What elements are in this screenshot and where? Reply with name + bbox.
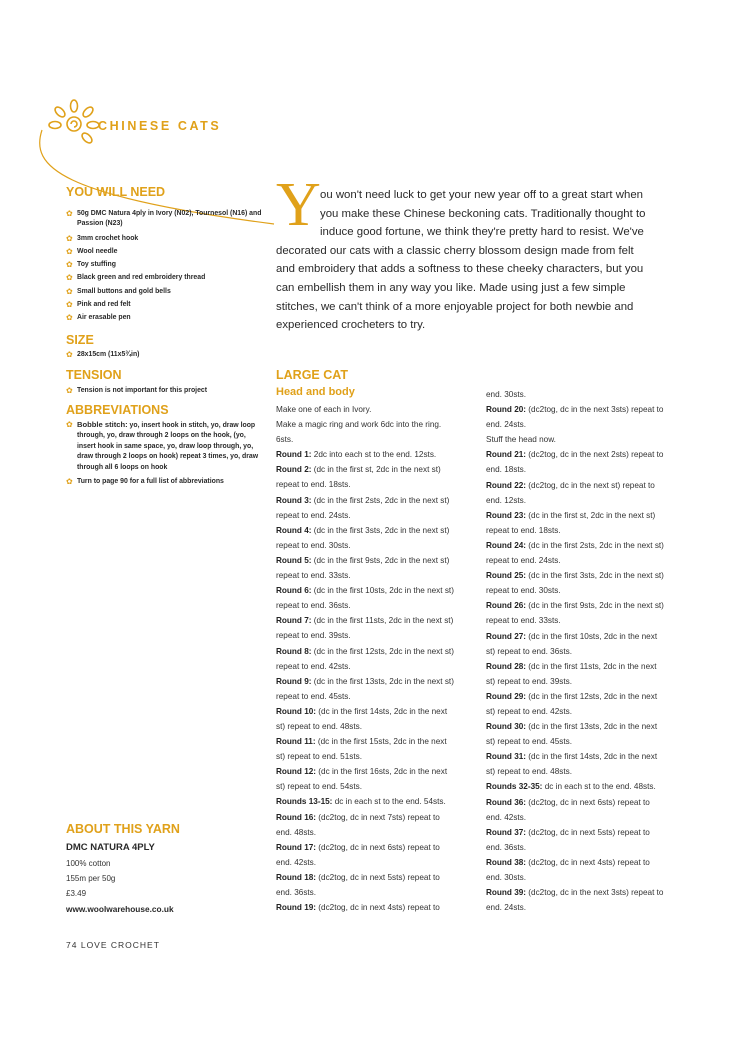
round-text: (dc in the first 2sts, 2dc in the next st) — [311, 495, 450, 505]
pattern-line — [276, 432, 476, 447]
pattern-line — [486, 478, 686, 493]
intro-line: decorated our cats with a classic cherry blossom design made from felt — [276, 244, 634, 257]
round-text: (dc in the first 9sts, 2dc in the next st) — [311, 555, 450, 565]
round-text: dc in each st to the end. 54sts. — [332, 797, 446, 807]
round-text: end. 30sts. — [486, 873, 527, 882]
round-text: (dc in the first 11sts, 2dc in the next — [526, 661, 657, 671]
round-text: end. 36sts. — [486, 842, 527, 852]
list-item: ✿ Tension is not important for this project — [66, 384, 266, 397]
star-bullet-icon: ✿ — [66, 260, 73, 270]
pattern-line — [276, 598, 476, 613]
round-text: (dc in the first 9sts, 2dc in the next st) — [526, 601, 664, 611]
star-bullet-icon: ✿ — [66, 247, 73, 257]
pattern-line — [276, 779, 476, 794]
pattern-line — [486, 719, 686, 734]
round-text: dc in each st to the end. 48sts. — [542, 782, 656, 792]
round-text: (dc in the first st, 2dc in the next st) — [311, 465, 441, 475]
pattern-line — [276, 613, 476, 628]
round-text: st) repeat to end. 54sts. — [276, 782, 363, 792]
round-label: Round 11: — [276, 737, 316, 747]
pattern-line — [276, 402, 476, 417]
page-footer — [66, 940, 160, 950]
pattern-line — [486, 795, 686, 810]
star-bullet-icon: ✿ — [66, 313, 73, 323]
magazine-name: LOVE CROCHET — [80, 940, 160, 950]
pattern-line — [486, 508, 686, 523]
round-label: Round 4: — [276, 525, 312, 535]
round-text: st) repeat to end. 51sts. — [276, 752, 363, 762]
pattern-line — [276, 900, 476, 915]
round-text: st) repeat to end. 42sts. — [486, 706, 573, 716]
pattern-line — [276, 855, 476, 870]
round-text: st) repeat to end. 48sts. — [276, 721, 363, 731]
round-label: Round 10: — [276, 706, 317, 716]
list-item: ✿ 3mm crochet hook — [66, 232, 266, 245]
size-list — [66, 348, 266, 361]
star-bullet-icon: ✿ — [66, 273, 73, 283]
pattern-line — [276, 583, 476, 598]
pattern-line — [486, 870, 686, 885]
materials-list — [66, 209, 266, 324]
pattern-line — [276, 628, 476, 643]
yarn-length: 155m per 50g — [66, 874, 116, 883]
pattern-line — [276, 885, 476, 900]
round-text: end. 18sts. — [486, 465, 527, 475]
round-text: end. 42sts. — [486, 812, 527, 822]
round-text: repeat to end. 18sts. — [486, 525, 561, 535]
tension-list — [66, 384, 266, 397]
star-bullet-icon: ✿ — [66, 386, 73, 395]
round-text: end. 24sts. — [486, 420, 527, 430]
round-label: Round 36: — [486, 797, 527, 807]
round-label: Round 1: — [276, 450, 312, 460]
round-text: repeat to end. 42sts. — [276, 661, 351, 671]
round-label: Round 27: — [486, 631, 527, 641]
round-text: Make one of each in Ivory. — [276, 405, 372, 414]
pattern-line — [276, 704, 476, 719]
pattern-line — [486, 387, 686, 402]
pattern-line — [486, 417, 686, 432]
pattern-heading: LARGE CAT — [276, 368, 348, 382]
pattern-line — [276, 508, 476, 523]
round-label: Round 19: — [276, 903, 317, 913]
round-text: (dc in the first 3sts, 2dc in the next st) — [311, 525, 450, 535]
yarn-name: DMC NATURA 4PLY — [66, 842, 155, 853]
pattern-line — [486, 568, 686, 583]
pattern-line — [276, 870, 476, 885]
intro-line: can embellish them in any way you like. Made using just a few simple — [276, 281, 626, 294]
round-text: Make a magic ring and work 6dc into the ring. — [276, 420, 442, 430]
intro-line: you make these Chinese beckoning cats. Traditionally thought to — [320, 207, 646, 220]
round-text: repeat to end. 24sts. — [276, 510, 351, 520]
pattern-line — [486, 523, 686, 538]
list-item: ✿ Turn to page 90 for a full list of abbreviations — [66, 475, 266, 488]
abbreviations-heading: ABBREVIATIONS — [66, 403, 169, 417]
yarn-fibre: 100% cotton — [66, 859, 111, 868]
pattern-line — [486, 674, 686, 689]
round-text: (dc in the first 14sts, 2dc in the next — [526, 752, 658, 762]
pattern-line — [486, 734, 686, 749]
pattern-line — [276, 568, 476, 583]
pattern-line — [486, 447, 686, 462]
round-text: (dc2tog, dc in the next 3sts) repeat to — [526, 405, 664, 415]
pattern-line — [486, 689, 686, 704]
round-text: end. 42sts. — [276, 857, 317, 867]
round-text: 2dc into each st to the end. 12sts. — [311, 450, 437, 460]
round-label: Round 12: — [276, 767, 317, 777]
pattern-line — [486, 704, 686, 719]
list-item: ✿ Small buttons and gold bells — [66, 285, 266, 298]
round-text: (dc2tog, dc in the next 3sts) repeat to — [526, 888, 664, 898]
round-text: st) repeat to end. 45sts. — [486, 737, 573, 747]
round-label: Round 31: — [486, 752, 527, 762]
pattern-line — [486, 598, 686, 613]
pattern-line — [486, 779, 686, 794]
round-text: (dc in the first 11sts, 2dc in the next st) — [311, 616, 454, 626]
round-text: (dc in the first 14sts, 2dc in the next — [316, 706, 448, 716]
round-text: repeat to end. 36sts. — [276, 601, 351, 611]
intro-paragraph — [276, 186, 708, 335]
pattern-line — [276, 689, 476, 704]
round-text: end. 36sts. — [276, 888, 317, 897]
round-text: (dc2tog, dc in the next 2sts) repeat to — [526, 450, 664, 460]
round-text: st) repeat to end. 48sts. — [486, 767, 573, 777]
round-text: (dc in the first 10sts, 2dc in the next — [526, 631, 658, 641]
round-label: Round 23: — [486, 510, 527, 520]
pattern-line — [486, 764, 686, 779]
intro-line: induce good fortune, we think they're pretty hard to resist. We've — [320, 226, 644, 239]
about-yarn-heading: ABOUT THIS YARN — [66, 822, 180, 836]
pattern-line — [276, 674, 476, 689]
round-text: end. 12sts. — [486, 495, 527, 505]
pattern-line — [486, 432, 686, 447]
pattern-line — [276, 477, 476, 492]
pattern-line — [276, 447, 476, 462]
star-bullet-icon: ✿ — [66, 286, 73, 296]
round-text: (dc in the first 3sts, 2dc in the next st) — [526, 571, 664, 581]
round-label: Round 2: — [276, 465, 312, 475]
round-label: Round 25: — [486, 571, 527, 581]
pattern-line — [486, 553, 686, 568]
yarn-url-link[interactable]: www.woolwarehouse.co.uk — [66, 904, 174, 914]
round-label: Round 16: — [276, 812, 317, 822]
pattern-line — [276, 417, 476, 432]
drop-cap: Y — [276, 171, 321, 239]
pattern-line — [276, 644, 476, 659]
pattern-line — [486, 810, 686, 825]
round-text: (dc in the first 13sts, 2dc in the next st) — [311, 676, 454, 686]
star-bullet-icon: ✿ — [66, 477, 73, 487]
size-heading: SIZE — [66, 333, 94, 347]
round-text: (dc in the first 12sts, 2dc in the next st) — [311, 646, 454, 656]
pattern-line — [276, 840, 476, 855]
pattern-line — [276, 462, 476, 477]
round-text: (dc2tog, dc in next 5sts) repeat to — [526, 827, 650, 837]
star-bullet-icon: ✿ — [66, 350, 73, 359]
round-text: st) repeat to end. 36sts. — [486, 646, 573, 656]
star-bullet-icon: ✿ — [66, 299, 73, 309]
round-text: (dc in the first st, 2dc in the next st) — [526, 510, 656, 520]
pattern-line — [486, 538, 686, 553]
round-label: Round 21: — [486, 450, 527, 460]
round-text: end. 30sts. — [486, 390, 527, 399]
pattern-line — [276, 659, 476, 674]
round-text: (dc in the first 16sts, 2dc in the next — [316, 767, 448, 777]
round-label: Round 22: — [486, 480, 527, 490]
round-text: repeat to end. 45sts. — [276, 691, 351, 701]
round-text: repeat to end. 24sts. — [486, 556, 561, 566]
round-label: Round 17: — [276, 842, 317, 852]
round-text: 6sts. — [276, 435, 294, 445]
list-item: ✿ Pink and red felt — [66, 298, 266, 311]
pattern-line — [486, 749, 686, 764]
list-item: ✿ Bobble stitch: yo, insert hook in stitch, yo, draw loop through, yo, draw through 2 loops on the hook, (yo, insert hook in same space, yo, draw loop through, yo, draw through 2 loops on hook) repeat 3 times, yo, draw through all 6 loops on hook — [66, 420, 259, 471]
pattern-line — [486, 840, 686, 855]
pattern-line — [276, 825, 476, 840]
round-text: repeat to end. 30sts. — [276, 540, 351, 550]
round-label: Rounds 13-15: — [276, 797, 333, 807]
pattern-line — [276, 794, 476, 809]
round-text: repeat to end. 39sts. — [276, 631, 351, 641]
pattern-line — [276, 538, 476, 553]
intro-line: and embroidery that adds a softness to these cheeky characters, but you — [276, 263, 644, 276]
pattern-line — [486, 583, 686, 598]
round-text: repeat to end. 18sts. — [276, 480, 351, 490]
round-label: Round 6: — [276, 586, 312, 596]
tension-heading: TENSION — [66, 368, 122, 382]
yarn-price: £3.49 — [66, 889, 87, 898]
you-will-need-heading: YOU WILL NEED — [66, 185, 166, 199]
section-title: CHINESE CATS — [98, 119, 222, 133]
round-label: Round 30: — [486, 722, 527, 732]
pattern-line — [276, 553, 476, 568]
list-item: ✿ 50g DMC Natura 4ply in Ivory (N02), Tournesol (N16) and Passion (N23) — [66, 209, 262, 228]
pattern-line — [486, 885, 686, 900]
pattern-line — [486, 493, 686, 508]
pattern-line — [276, 493, 476, 508]
round-text: end. 24sts. — [486, 903, 527, 913]
pattern-line — [276, 734, 476, 749]
pattern-column-2 — [486, 387, 686, 915]
round-text: (dc2tog, dc in next 6sts) repeat to — [316, 842, 440, 852]
pattern-line — [486, 659, 686, 674]
list-item: ✿ Wool needle — [66, 245, 266, 258]
round-label: Round 29: — [486, 691, 527, 701]
pattern-subheading: Head and body — [276, 386, 355, 398]
round-text: (dc in the first 2sts, 2dc in the next st) — [526, 540, 664, 550]
round-label: Rounds 32-35: — [486, 782, 543, 792]
pattern-line — [276, 523, 476, 538]
round-text: (dc2tog, dc in next 4sts) repeat to — [526, 857, 650, 867]
intro-line: stitches, we can't think of a more enjoyable project for both newbie and — [276, 300, 634, 313]
round-label: Round 3: — [276, 495, 312, 505]
round-text: (dc in the first 13sts, 2dc in the next — [526, 722, 658, 732]
pattern-column-1 — [276, 402, 476, 915]
star-bullet-icon: ✿ — [66, 209, 73, 218]
pattern-line — [276, 719, 476, 734]
round-label: Round 18: — [276, 872, 317, 882]
round-label: Round 5: — [276, 555, 312, 565]
pattern-line — [486, 825, 686, 840]
pattern-line — [276, 764, 476, 779]
star-bullet-icon: ✿ — [66, 233, 73, 243]
intro-line: experienced crocheters to try. — [276, 319, 426, 332]
pattern-line — [276, 749, 476, 764]
round-label: Round 37: — [486, 827, 527, 837]
round-label: Round 7: — [276, 616, 312, 626]
pattern-line — [276, 810, 476, 825]
round-label: Round 9: — [276, 676, 312, 686]
list-item: ✿ 28x15cm (11x5¾in) — [66, 348, 266, 361]
round-text: repeat to end. 30sts. — [486, 586, 561, 596]
round-label: Round 26: — [486, 601, 527, 611]
list-item: ✿ Air erasable pen — [66, 311, 266, 324]
pattern-line — [486, 462, 686, 477]
round-label: Round 24: — [486, 540, 527, 550]
pattern-line — [486, 613, 686, 628]
round-text: (dc in the first 10sts, 2dc in the next st) — [311, 586, 454, 596]
pattern-line — [486, 402, 686, 417]
intro-line: ou won't need luck to get your new year off to a great start when — [320, 189, 643, 201]
round-text: (dc in the first 15sts, 2dc in the next — [315, 737, 447, 747]
round-text: repeat to end. 33sts. — [276, 571, 351, 581]
round-label: Round 8: — [276, 646, 312, 656]
pattern-line — [486, 629, 686, 644]
round-text: (dc2tog, dc in next 5sts) repeat to — [316, 872, 440, 882]
round-text: Stuff the head now. — [486, 435, 556, 445]
round-text: (dc in the first 12sts, 2dc in the next — [526, 691, 658, 701]
pattern-line — [486, 900, 686, 915]
round-label: Round 28: — [486, 661, 527, 671]
list-item: ✿ Toy stuffing — [66, 258, 266, 271]
round-text: end. 48sts. — [276, 827, 317, 837]
pattern-line — [486, 855, 686, 870]
list-item: ✿ Black green and red embroidery thread — [66, 271, 266, 284]
round-text: st) repeat to end. 39sts. — [486, 676, 573, 686]
round-text: (dc2tog, dc in next 6sts) repeat to — [526, 797, 650, 807]
abbreviations-list — [66, 420, 266, 488]
round-label: Round 38: — [486, 857, 527, 867]
round-text: (dc2tog, dc in next 7sts) repeat to — [316, 812, 440, 822]
round-text: (dc2tog, dc in next 4sts) repeat to — [316, 903, 440, 913]
round-label: Round 20: — [486, 405, 527, 415]
round-text: (dc2tog, dc in the next st) repeat to — [526, 480, 655, 490]
star-bullet-icon: ✿ — [66, 420, 73, 429]
pattern-line — [486, 644, 686, 659]
round-text: repeat to end. 33sts. — [486, 616, 561, 626]
page-number: 74 — [66, 940, 78, 950]
round-label: Round 39: — [486, 888, 527, 898]
